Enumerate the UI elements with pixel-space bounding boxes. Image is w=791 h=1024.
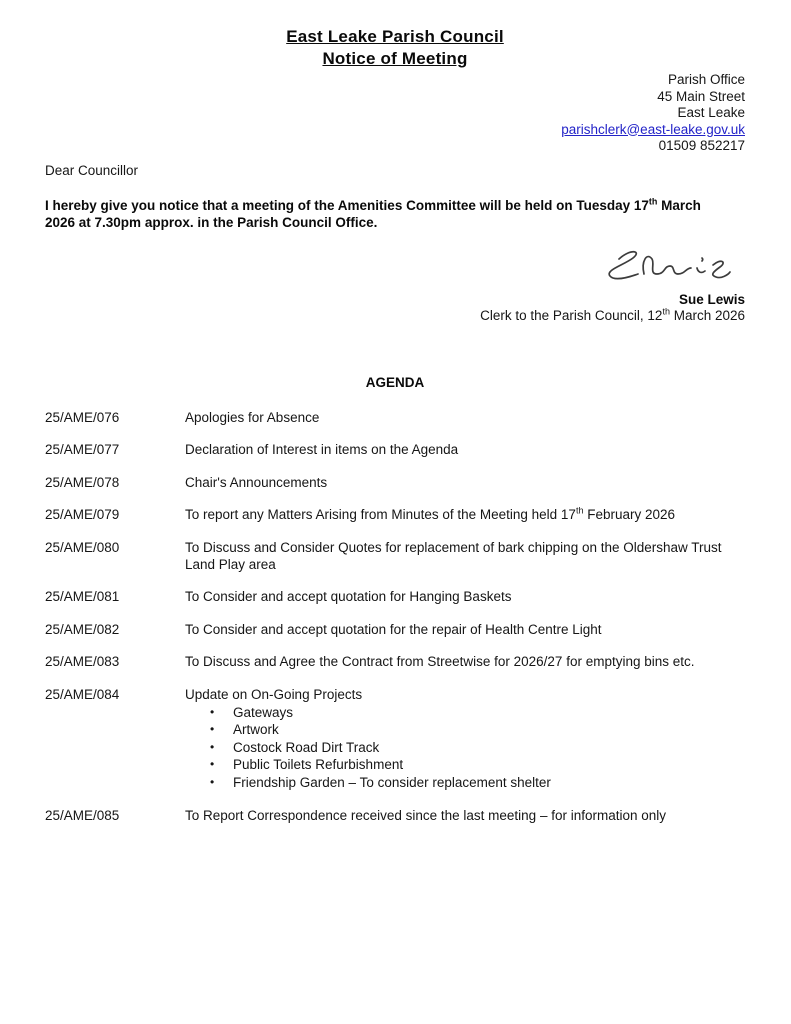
email-link[interactable]: parishclerk@east-leake.gov.uk <box>561 121 745 137</box>
signature-block <box>45 245 745 323</box>
list-item: • Friendship Garden – To consider replacement shelter <box>210 774 551 790</box>
signatory-role-date: Clerk to the Parish Council, 12th March 2026 <box>480 306 745 323</box>
agenda-item-079 <box>45 506 745 523</box>
agenda-item-082 <box>45 621 745 638</box>
agenda-item-084 <box>45 686 745 792</box>
salutation: Dear Councillor <box>45 162 139 178</box>
address-street: 45 Main Street <box>657 88 745 104</box>
bullet-icon: • <box>210 722 215 736</box>
title-line-1: East Leake Parish Council <box>286 27 504 46</box>
address-office: Parish Office <box>667 72 745 87</box>
notice-line-1: I hereby give you notice that a meeting of the Amenities Committee will be held on Tuesday 17th March <box>45 196 701 213</box>
agenda-item-text: Declaration of Interest in items on the Agenda <box>185 442 459 457</box>
agenda-item-077 <box>45 441 745 458</box>
list-item: • Artwork <box>210 722 279 737</box>
agenda-item-080 <box>45 539 745 573</box>
document-title <box>45 26 745 70</box>
bullet-icon: • <box>210 739 215 754</box>
agenda-item-ref: 25/AME/081 <box>45 589 120 604</box>
bullet-icon: • <box>210 774 215 789</box>
agenda-item-083 <box>45 653 745 670</box>
signatory-name: Sue Lewis <box>678 291 745 307</box>
agenda-item-ref: 25/AME/085 <box>45 807 120 823</box>
agenda-item-text: Apologies for Absence <box>185 409 320 425</box>
title-line-2: Notice of Meeting <box>322 49 468 68</box>
agenda-item-text: To Report Correspondence received since the last meeting – for information only <box>185 807 667 823</box>
agenda-item-text: To Consider and accept quotation for Hanging Baskets <box>185 589 512 604</box>
bullet-icon: • <box>210 704 215 719</box>
agenda-item-ref: 25/AME/076 <box>45 409 120 425</box>
ordinal-suffix: th <box>662 306 670 316</box>
notice-line-2: 2026 at 7.30pm approx. in the Parish Council Office. <box>45 214 378 230</box>
meeting-notice-paragraph <box>45 197 745 231</box>
agenda-item-ref: 25/AME/077 <box>45 442 120 457</box>
agenda-heading: AGENDA <box>365 374 425 390</box>
agenda-item-text: Chair's Announcements <box>185 474 328 490</box>
ordinal-suffix: th <box>575 505 584 516</box>
agenda-item-text: To Discuss and Consider Quotes for replacement of bark chipping on the Oldershaw Trust Land Play area <box>185 539 722 572</box>
ordinal-suffix: th <box>648 196 658 206</box>
bullet-icon: • <box>210 757 215 771</box>
agenda-item-ref: 25/AME/084 <box>45 686 120 702</box>
address-town: East Leake <box>677 105 745 120</box>
ongoing-projects-list <box>185 704 745 792</box>
agenda-item-text: Update on On-Going Projects • Gateways • Artwork • Costock Road Dirt Track • Public Toilets Refurbishment • Friendship Garden – To consider replacement shelter <box>185 686 745 792</box>
agenda-item-ref: 25/AME/083 <box>45 654 120 669</box>
agenda-item-ref: 25/AME/078 <box>45 474 120 490</box>
agenda-item-text: To Consider and accept quotation for the repair of Health Centre Light <box>185 621 602 637</box>
agenda-item-081 <box>45 588 745 605</box>
agenda-item-076 <box>45 409 745 426</box>
agenda-item-085 <box>45 807 745 824</box>
phone-number: 01509 852217 <box>658 138 745 153</box>
list-item: • Gateways <box>210 704 294 720</box>
signature-image <box>597 245 735 289</box>
agenda-item-ref: 25/AME/082 <box>45 621 120 637</box>
agenda-item-ref: 25/AME/079 <box>45 507 120 522</box>
agenda-item-text: To Discuss and Agree the Contract from Streetwise for 2026/27 for emptying bins etc. <box>185 654 695 669</box>
sender-address-block <box>45 72 745 155</box>
agenda-item-text: To report any Matters Arising from Minutes of the Meeting held 17th February 2026 <box>185 505 676 522</box>
list-item: • Public Toilets Refurbishment <box>210 757 404 772</box>
agenda-item-ref: 25/AME/080 <box>45 539 120 555</box>
list-item: • Costock Road Dirt Track <box>210 739 380 755</box>
agenda-item-078 <box>45 474 745 491</box>
agenda-list <box>45 409 745 824</box>
